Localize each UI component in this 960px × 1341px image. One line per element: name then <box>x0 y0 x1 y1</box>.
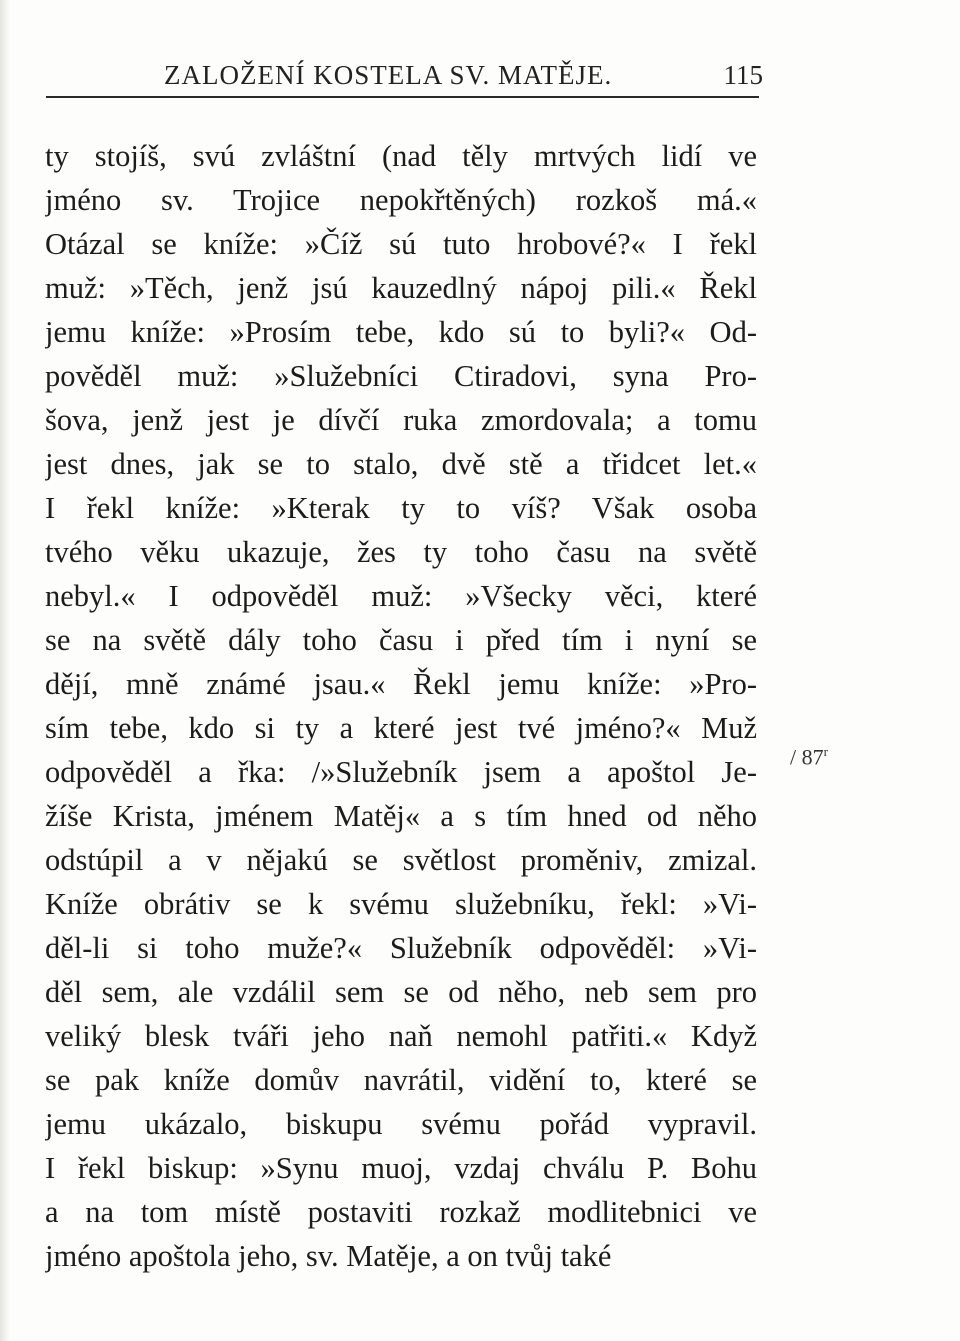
text-line: jméno sv. Trojice nepokřtěných) rozkoš má.« <box>45 183 757 217</box>
folio-recto-mark: r <box>823 744 828 759</box>
text-line: jemu ukázalo, biskupu svému pořád vypravil. <box>45 1107 757 1141</box>
text-line: se na světě dály toho času i před tím i nyní se <box>45 623 757 657</box>
folio-margin-note <box>790 744 828 770</box>
text-line: sím tebe, kdo si ty a které jest tvé jméno?« Muž <box>45 711 757 745</box>
page-header <box>40 58 765 102</box>
text-line: žíše Krista, jménem Matěj« a s tím hned od něho <box>45 799 757 833</box>
text-line: veliký blesk tváři jeho naň nemohl patřiti.« Když <box>45 1019 757 1053</box>
text-line: pověděl muž: »Služebníci Ctiradovi, syna Pro- <box>45 359 757 393</box>
text-line: jest dnes, jak se to stalo, dvě stě a třidcet let.« <box>45 447 757 481</box>
text-line: šova, jenž jest je dívčí ruka zmordovala; a tomu <box>45 403 757 437</box>
page-number: 115 <box>723 60 763 90</box>
text-line: ty stojíš, svú zvláštní (nad těly mrtvých lidí ve <box>45 139 757 173</box>
page-edge-shadow <box>0 0 10 1341</box>
text-line: tvého věku ukazuje, žes ty toho času na světě <box>45 535 757 569</box>
text-line: odstúpil a v nějakú se světlost proměniv, zmizal. <box>45 843 757 877</box>
folio-number: / 87 <box>790 744 824 770</box>
text-line: děl sem, ale vzdálil sem se od něho, neb sem pro <box>45 975 757 1009</box>
text-line: se pak kníže domův navrátil, vidění to, které se <box>45 1063 757 1097</box>
text-line: a na tom místě postaviti rozkaž modlitebnici ve <box>45 1195 757 1229</box>
body-text <box>45 134 757 1278</box>
text-line: děl-li si toho muže?« Služebník odpověděl: »Vi- <box>45 931 757 965</box>
text-line: I řekl biskup: »Synu muoj, vzdaj chválu P. Bohu <box>45 1151 757 1185</box>
text-line: odpověděl a řka: /»Služebník jsem a apoštol Je- <box>45 755 757 789</box>
text-line: jemu kníže: »Prosím tebe, kdo sú to byli?« Od- <box>45 315 757 349</box>
text-line: Kníže obrátiv se k svému služebníku, řekl: »Vi- <box>45 887 757 921</box>
header-rule <box>46 96 759 98</box>
text-line: I řekl kníže: »Kterak ty to víš? Však osoba <box>45 491 757 525</box>
text-line: nebyl.« I odpověděl muž: »Všecky věci, které <box>45 579 757 613</box>
text-line: muž: »Těch, jenž jsú kauzedlný nápoj pili.« Řekl <box>45 271 757 305</box>
text-line: Otázal se kníže: »Číž sú tuto hrobové?« I řekl <box>45 227 757 261</box>
running-title: ZALOŽENÍ KOSTELA SV. MATĚJE. <box>164 60 613 90</box>
text-line: jméno apoštola jeho, sv. Matěje, a on tvůj také <box>45 1239 612 1273</box>
text-line: dějí, mně známé jsau.« Řekl jemu kníže: »Pro- <box>45 667 757 701</box>
